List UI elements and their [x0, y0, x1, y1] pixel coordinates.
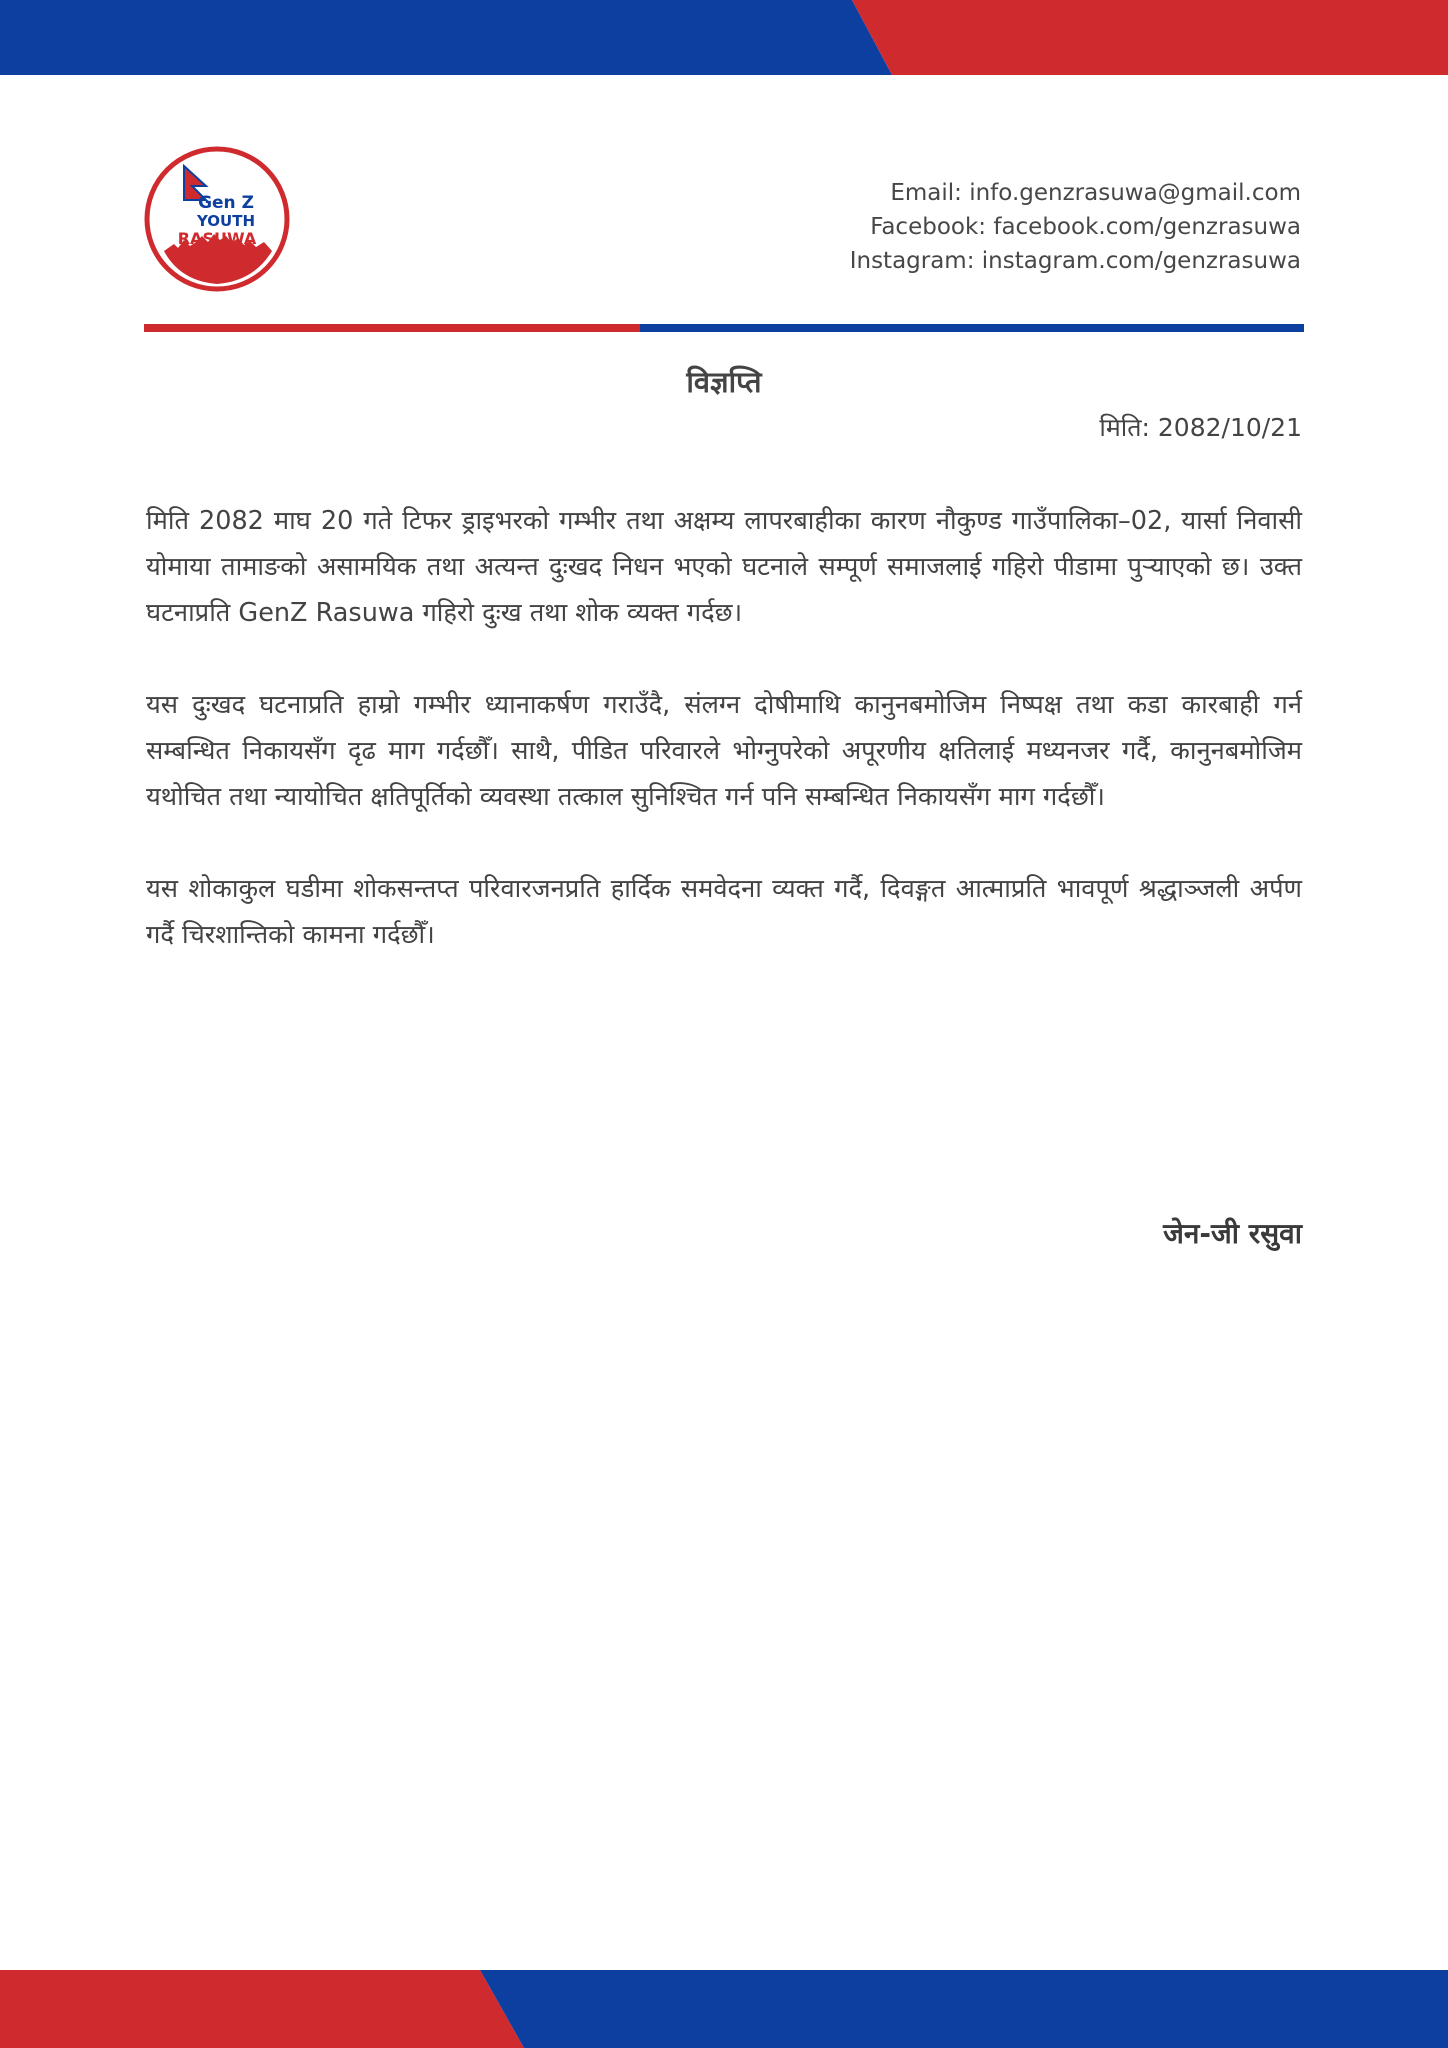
contact-info — [850, 176, 1301, 278]
notice-date: मिति: 2082/10/21 — [1099, 413, 1302, 442]
notice-body — [146, 498, 1302, 1004]
header-band — [0, 0, 1448, 75]
notice-paragraph-3: यस शोकाकुल घडीमा शोकसन्तप्त परिवारजनप्रति हार्दिक समवेदना व्यक्त गर्दै, दिवङ्गत आत्माप्रति भावपूर्ण श्रद्धाञ्जली अर्पण गर्दै चिरशान्तिको कामना गर्दछौँ। — [146, 874, 1302, 950]
logo-line-2: YOUTH — [196, 212, 256, 230]
notice-paragraph-1: मिति 2082 माघ 20 गते टिफर ड्राइभरको गम्भीर तथा अक्षम्य लापरबाहीका कारण नौकुण्ड गाउँपालिका–02, यार्सा निवासी योमाया तामाङको असामयिक तथा अत्यन्त दुःखद निधन भएको घटनाले सम्पूर्ण समाजलाई गहिरो पीडामा पुर्‍याएको छ। उक्त घटनाप्रति GenZ Rasuwa गहिरो दुःख तथा शोक व्यक्त गर्दछ। — [146, 506, 1302, 628]
notice-paragraph-2: यस दुःखद घटनाप्रति हाम्रो गम्भीर ध्यानाकर्षण गराउँदै, संलग्न दोषीमाथि कानुनबमोजिम निष्पक्ष तथा कडा कारबाही गर्न सम्बन्धित निकायसँग दृढ माग गर्दछौँ। साथै, पीडित परिवारले भोग्नुपरेको अपूरणीय क्षतिलाई मध्यनजर गर्दै, कानुनबमोजिम यथोचित तथा न्यायोचित क्षतिपूर्तिको व्यवस्था तत्काल सुनिश्चित गर्न पनि सम्बन्धित निकायसँग माग गर्दछौँ। — [146, 690, 1302, 812]
contact-instagram: Instagram: instagram.com/genzrasuwa — [849, 248, 1301, 274]
contact-email: Email: info.genzrasuwa@gmail.com — [890, 180, 1301, 206]
header-divider — [144, 324, 1304, 332]
footer-band — [0, 1970, 1448, 2048]
notice-title: विज्ञप्ति — [686, 365, 762, 399]
genz-rasuwa-logo — [144, 146, 290, 292]
signature: जेन-जी रसुवा — [1163, 1217, 1302, 1250]
logo-line-3: RASUWA — [177, 229, 257, 248]
contact-facebook: Facebook: facebook.com/genzrasuwa — [870, 214, 1301, 240]
logo-line-1: Gen Z — [198, 193, 254, 213]
